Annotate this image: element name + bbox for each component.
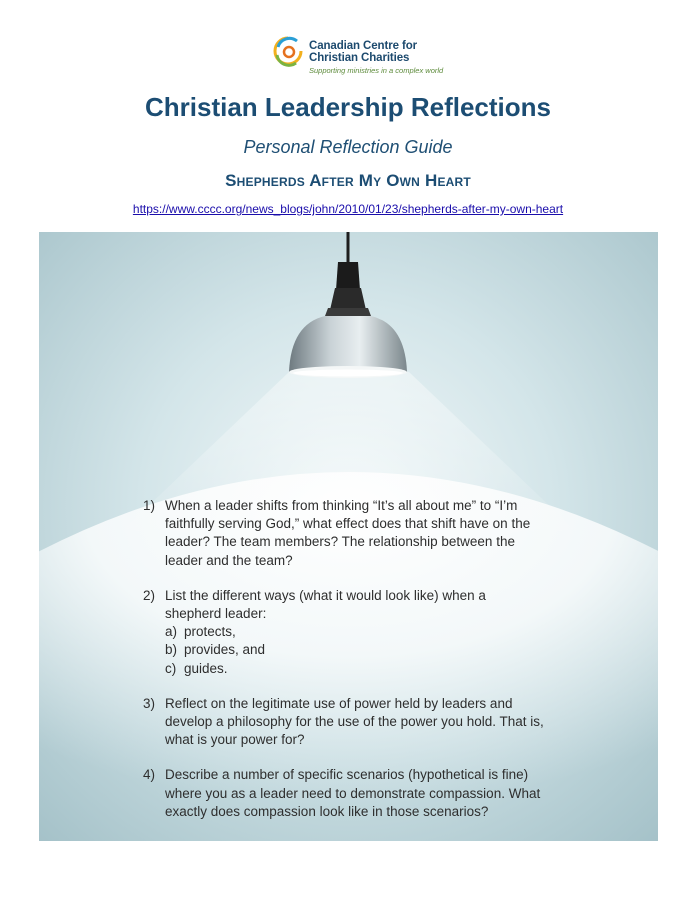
question-line: where you as a leader need to demonstrate compassion. What [165, 785, 541, 801]
sub-item-letter: a) [165, 624, 178, 640]
question-2 [143, 587, 563, 678]
sub-item [165, 660, 563, 678]
sub-item-text: guides. [184, 660, 228, 676]
question-line: leader and the team? [165, 552, 293, 568]
question-number: 4) [143, 767, 156, 783]
page-subtitle: Personal Reflection Guide [243, 137, 453, 157]
question-line: faithfully serving God,” what effect does that shift have on the [165, 516, 531, 532]
article-link[interactable]: https://www.cccc.org/news_blogs/john/2010/01/23/shepherds-after-my-own-heart [132, 202, 564, 216]
question-line: what is your power for? [165, 732, 305, 748]
question-number: 3) [143, 695, 156, 711]
question-1 [143, 497, 563, 570]
logo-swirl-icon [272, 35, 304, 69]
lamp-socket [336, 262, 360, 290]
page-title: Christian Leadership Reflections [145, 92, 551, 122]
logo-org-name-line2: Christian Charities [309, 52, 410, 64]
question-line: When a leader shifts from thinking “It’s all about me” to “I’m [165, 498, 518, 513]
logo-tagline: Supporting ministries in a complex world [309, 66, 444, 75]
question-line: develop a philosophy for the use of the power you hold. That is, [165, 714, 544, 730]
question-3 [143, 695, 563, 750]
question-number: 1) [143, 498, 156, 513]
question-line: leader? The team members? The relationship between the [165, 534, 515, 550]
logo-org-name-line1: Canadian Centre for [309, 40, 418, 52]
question-4 [143, 766, 563, 821]
sub-item-letter: b) [165, 642, 178, 658]
sub-item-letter: c) [165, 660, 177, 676]
question-line: Describe a number of specific scenarios (hypothetical is fine) [165, 767, 529, 783]
question-number: 2) [143, 587, 156, 603]
question-line: Reflect on the legitimate use of power held by leaders and [165, 695, 513, 711]
sub-item [165, 641, 563, 659]
question-line: shepherd leader: [165, 606, 267, 622]
cccc-logo [272, 35, 462, 79]
question-line: exactly does compassion look like in those scenarios? [165, 803, 489, 819]
question-line: List the different ways (what it would look like) when a [165, 587, 486, 603]
sub-item-text: provides, and [184, 642, 266, 658]
section-heading: Shepherds After My Own Heart [225, 171, 471, 190]
sub-item-text: protects, [184, 624, 236, 640]
sub-item [165, 623, 563, 641]
questions-list [143, 497, 563, 838]
